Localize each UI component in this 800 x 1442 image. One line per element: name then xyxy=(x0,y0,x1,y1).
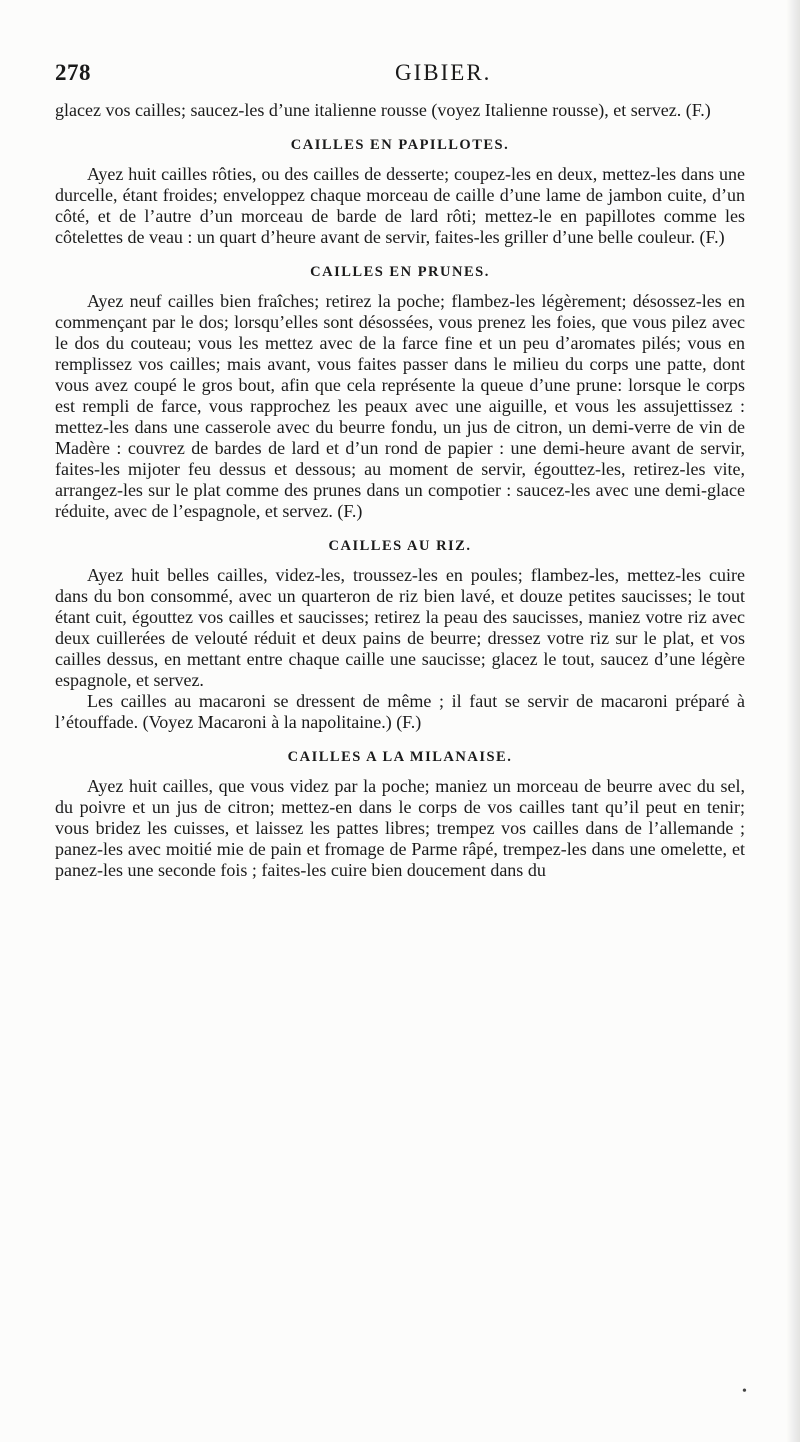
section-cailles-en-prunes xyxy=(55,264,745,522)
page-number: 278 xyxy=(55,60,91,85)
section-title: CAILLES A LA MILANAISE. xyxy=(287,749,513,765)
section-paragraph: Ayez huit belles cailles, videz-les, troussez-les en poules; flambez-les, mettez-les cuire dans du bon consommé, avec un quarteron de riz bien lavé, et douze petites saucisses; le tout étant cuit, égouttez vos cailles et saucisses; retirez la peau des saucisses, maniez votre riz avec deux cuillerées de velouté réduit et deux pains de beurre; dressez votre riz sur le plat, et vos cailles dessus, en mettant entre chaque caille une saucisse; glacez le tout, saucez d’une légère espagnole, et servez. xyxy=(55,565,745,690)
section-cailles-en-papillotes xyxy=(55,137,745,248)
section-paragraph: Ayez neuf cailles bien fraîches; retirez la poche; flambez-les légèrement; désossez-les en commençant par le dos; lorsqu’elles sont désossées, vous prenez les foies, que vous pilez avec le dos du couteau; vous les mettez avec de la farce fine et un peu d’aromates pilés; vous en remplissez vos cailles; mais avant, vous faites passer dans le milieu du corps une patte, dont vous avez coupé le gros bout, afin que cela représente la queue d’une prune: lorsque le corps est rempli de farce, vous rapprochez les peaux avec une aiguille, et vous les assujettissez : mettez-les dans une casserole avec du beurre fondu, un jus de citron, un demi-verre de vin de Madère : couvrez de bardes de lard et d’un rond de papier : une demi-heure avant de servir, faites-les mijoter feu dessus et dessous; au moment de servir, égouttez-les, retirez-les vite, arrangez-les sur le plat comme des prunes dans un compotier : saucez-les avec une demi-glace réduite, avec de l’espagnole, et servez. (F.) xyxy=(55,291,745,521)
section-title: CAILLES EN PRUNES. xyxy=(310,264,490,280)
intro-paragraph: glacez vos cailles; saucez-les d’une italienne rousse (voyez Italienne rousse), et servez. (F.) xyxy=(55,100,711,120)
footer-mark: • xyxy=(742,1384,747,1399)
running-title: GIBIER. xyxy=(395,60,492,85)
running-head xyxy=(55,60,745,96)
section-cailles-au-riz xyxy=(55,538,745,733)
section-paragraph: Ayez huit cailles rôties, ou des cailles de desserte; coupez-les en deux, mettez-les dans une durcelle, étant froides; enveloppez chaque morceau de caille d’une lame de jambon cuite, d’un côté, et de l’autre d’un morceau de barde de lard rôti; mettez-le en papillotes comme les côtelettes de veau : un quart d’heure avant de servir, faites-les griller d’une belle couleur. (F.) xyxy=(55,164,745,247)
section-paragraph: Ayez huit cailles, que vous videz par la poche; maniez un morceau de beurre avec du sel, du poivre et un jus de citron; mettez-en dans le corps de vos cailles tant qu’il peut en tenir; vous bridez les cuisses, et laissez les pattes libres; trempez vos cailles dans de l’allemande ; panez-les avec moitié mie de pain et fromage de Parme râpé, trempez-les dans une omelette, et panez-les une seconde fois ; faites-les cuire bien doucement dans du xyxy=(55,776,745,880)
text-block xyxy=(55,100,745,881)
section-paragraph: Les cailles au macaroni se dressent de même ; il faut se servir de macaroni préparé à l’étouffade. (Voyez Macaroni à la napolitaine.) (F.) xyxy=(55,691,745,732)
section-cailles-a-la-milanaise xyxy=(55,749,745,881)
section-title: CAILLES AU RIZ. xyxy=(328,538,472,554)
page-edge-shadow xyxy=(786,0,800,1442)
section-title: CAILLES EN PAPILLOTES. xyxy=(290,137,510,153)
